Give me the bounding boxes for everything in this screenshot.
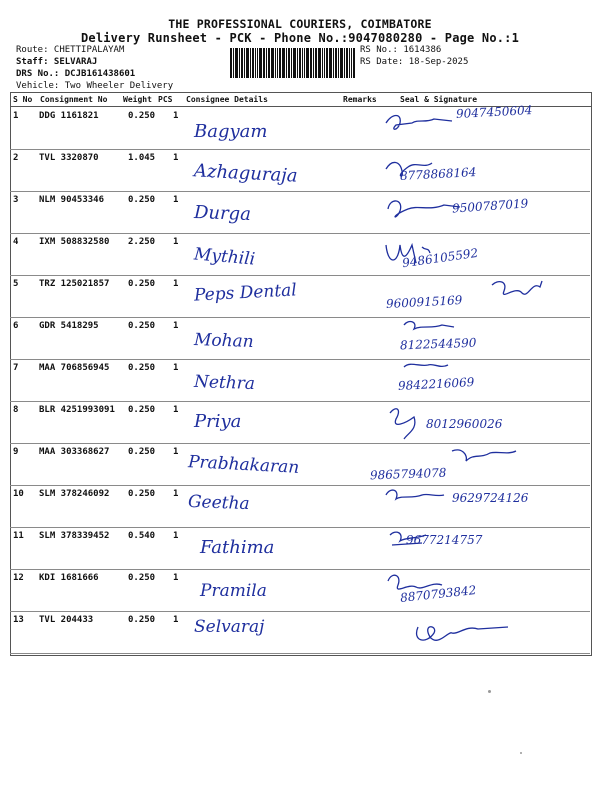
weight-value: 0.250	[128, 321, 156, 331]
consignee-name: Prabhakaran	[187, 452, 300, 478]
table-row	[10, 317, 590, 360]
serial-number: 9	[13, 447, 19, 457]
weight-value: 0.250	[128, 279, 156, 289]
consignment-number: NLM 90453346	[39, 195, 105, 205]
pcs-value: 1	[173, 405, 179, 415]
serial-number: 4	[13, 237, 19, 247]
consignee-name: Peps Dental	[193, 280, 298, 306]
serial-number: 11	[13, 531, 24, 541]
weight-value: 0.250	[128, 195, 156, 205]
handwritten-phone: 8870793842	[399, 583, 477, 605]
table-row	[10, 103, 590, 150]
table-row	[10, 485, 590, 528]
serial-number: 2	[13, 153, 19, 163]
runsheet-subtitle: Delivery Runsheet - PCK - Phone No.:9047080280 - Page No.:1	[80, 31, 520, 45]
speck	[488, 690, 491, 693]
pcs-value: 1	[173, 615, 179, 625]
pcs-value: 1	[173, 153, 179, 163]
col-pcs: PCS	[158, 95, 173, 104]
consignee-name: Mohan	[193, 329, 255, 353]
consignment-number: TRZ 125021857	[39, 279, 110, 289]
weight-value: 0.250	[128, 615, 156, 625]
pcs-value: 1	[173, 279, 179, 289]
barcode	[230, 48, 355, 78]
handwritten-phone: 9865794078	[369, 465, 447, 483]
col-remarks: Remarks	[343, 95, 377, 104]
table-row	[10, 569, 590, 612]
consignment-number: MAA 706856945	[39, 363, 110, 373]
table-row	[10, 275, 590, 318]
table-row	[10, 191, 590, 234]
consignment-number: TVL 3320870	[39, 153, 99, 163]
weight-value: 0.250	[128, 363, 156, 373]
serial-number: 6	[13, 321, 19, 331]
vehicle-label: Vehicle: Two Wheeler Delivery	[16, 81, 174, 91]
serial-number: 13	[13, 615, 24, 625]
table-row	[10, 233, 590, 276]
consignment-number: GDR 5418295	[39, 321, 99, 331]
weight-value: 0.250	[128, 405, 156, 415]
weight-value: 0.250	[128, 111, 156, 121]
table-row	[10, 443, 590, 486]
pcs-value: 1	[173, 363, 179, 373]
handwritten-phone: 9842216069	[397, 375, 475, 393]
handwritten-phone: 9486105592	[401, 245, 479, 271]
consignee-name: Nethra	[193, 371, 256, 395]
consignee-name: Durga	[193, 202, 252, 225]
consignment-number: SLM 378339452	[39, 531, 110, 541]
company-title: THE PROFESSIONAL COURIERS, COIMBATORE	[168, 17, 432, 31]
handwritten-phone: 9500787019	[451, 196, 529, 216]
serial-number: 10	[13, 489, 24, 499]
weight-value: 0.250	[128, 489, 156, 499]
weight-value: 0.250	[128, 447, 156, 457]
table-row	[10, 611, 590, 654]
pcs-value: 1	[173, 447, 179, 457]
consignment-number: DDG 1161821	[39, 111, 99, 121]
serial-number: 5	[13, 279, 19, 289]
route-label: Route: CHETTIPALAYAM	[16, 45, 125, 55]
col-signature: Seal & Signature	[400, 95, 478, 104]
handwritten-phone: 8778868164	[399, 165, 477, 183]
consignment-number: BLR 4251993091	[39, 405, 115, 415]
col-consignment: Consignment No	[40, 95, 108, 104]
col-consignee: Consignee Details	[186, 95, 268, 104]
table-row	[10, 527, 590, 570]
consignment-number: SLM 378246092	[39, 489, 110, 499]
signature	[382, 613, 582, 653]
pcs-value: 1	[173, 573, 179, 583]
table-row	[10, 149, 590, 192]
pcs-value: 1	[173, 237, 179, 247]
consignee-name: Selvaraj	[194, 617, 265, 637]
handwritten-phone: 8122544590	[399, 335, 477, 353]
pcs-value: 1	[173, 531, 179, 541]
consignee-name: Azhaguraja	[193, 160, 299, 187]
table-row	[10, 359, 590, 402]
serial-number: 3	[13, 195, 19, 205]
consignee-name: Geetha	[187, 491, 250, 515]
weight-value: 1.045	[128, 153, 156, 163]
handwritten-phone: 8012960026	[426, 417, 503, 431]
pcs-value: 1	[173, 195, 179, 205]
serial-number: 1	[13, 111, 19, 121]
consignee-name: Fathima	[200, 537, 275, 558]
consignee-name: Bagyam	[194, 121, 268, 142]
handwritten-phone: 9047450604	[455, 103, 533, 121]
serial-number: 8	[13, 405, 19, 415]
consignment-number: IXM 508832580	[39, 237, 110, 247]
weight-value: 0.540	[128, 531, 156, 541]
drs-label: DRS No.: DCJB161438601	[16, 69, 136, 79]
consignee-name: Priya	[194, 411, 242, 432]
staff-label: Staff: SELVARAJ	[16, 57, 98, 67]
handwritten-phone: 9600915169	[385, 293, 463, 311]
serial-number: 7	[13, 363, 19, 373]
pcs-value: 1	[173, 111, 179, 121]
consignment-number: MAA 303368627	[39, 447, 110, 457]
pcs-value: 1	[173, 321, 179, 331]
rs-date: RS Date: 18-Sep-2025	[360, 57, 469, 67]
consignee-name: Mythili	[193, 244, 256, 270]
pcs-value: 1	[173, 489, 179, 499]
speck	[520, 752, 522, 754]
handwritten-phone: 9629724126	[452, 491, 529, 505]
table-row	[10, 401, 590, 444]
col-weight: Weight	[123, 95, 152, 104]
weight-value: 0.250	[128, 573, 156, 583]
consignment-number: KDI 1681666	[39, 573, 99, 583]
consignee-name: Pramila	[200, 581, 267, 601]
rs-number: RS No.: 1614386	[360, 45, 442, 55]
weight-value: 2.250	[128, 237, 156, 247]
consignment-number: TVL 204433	[39, 615, 94, 625]
col-sno: S No	[13, 95, 33, 104]
serial-number: 12	[13, 573, 24, 583]
handwritten-phone: 9677214757	[406, 533, 483, 547]
